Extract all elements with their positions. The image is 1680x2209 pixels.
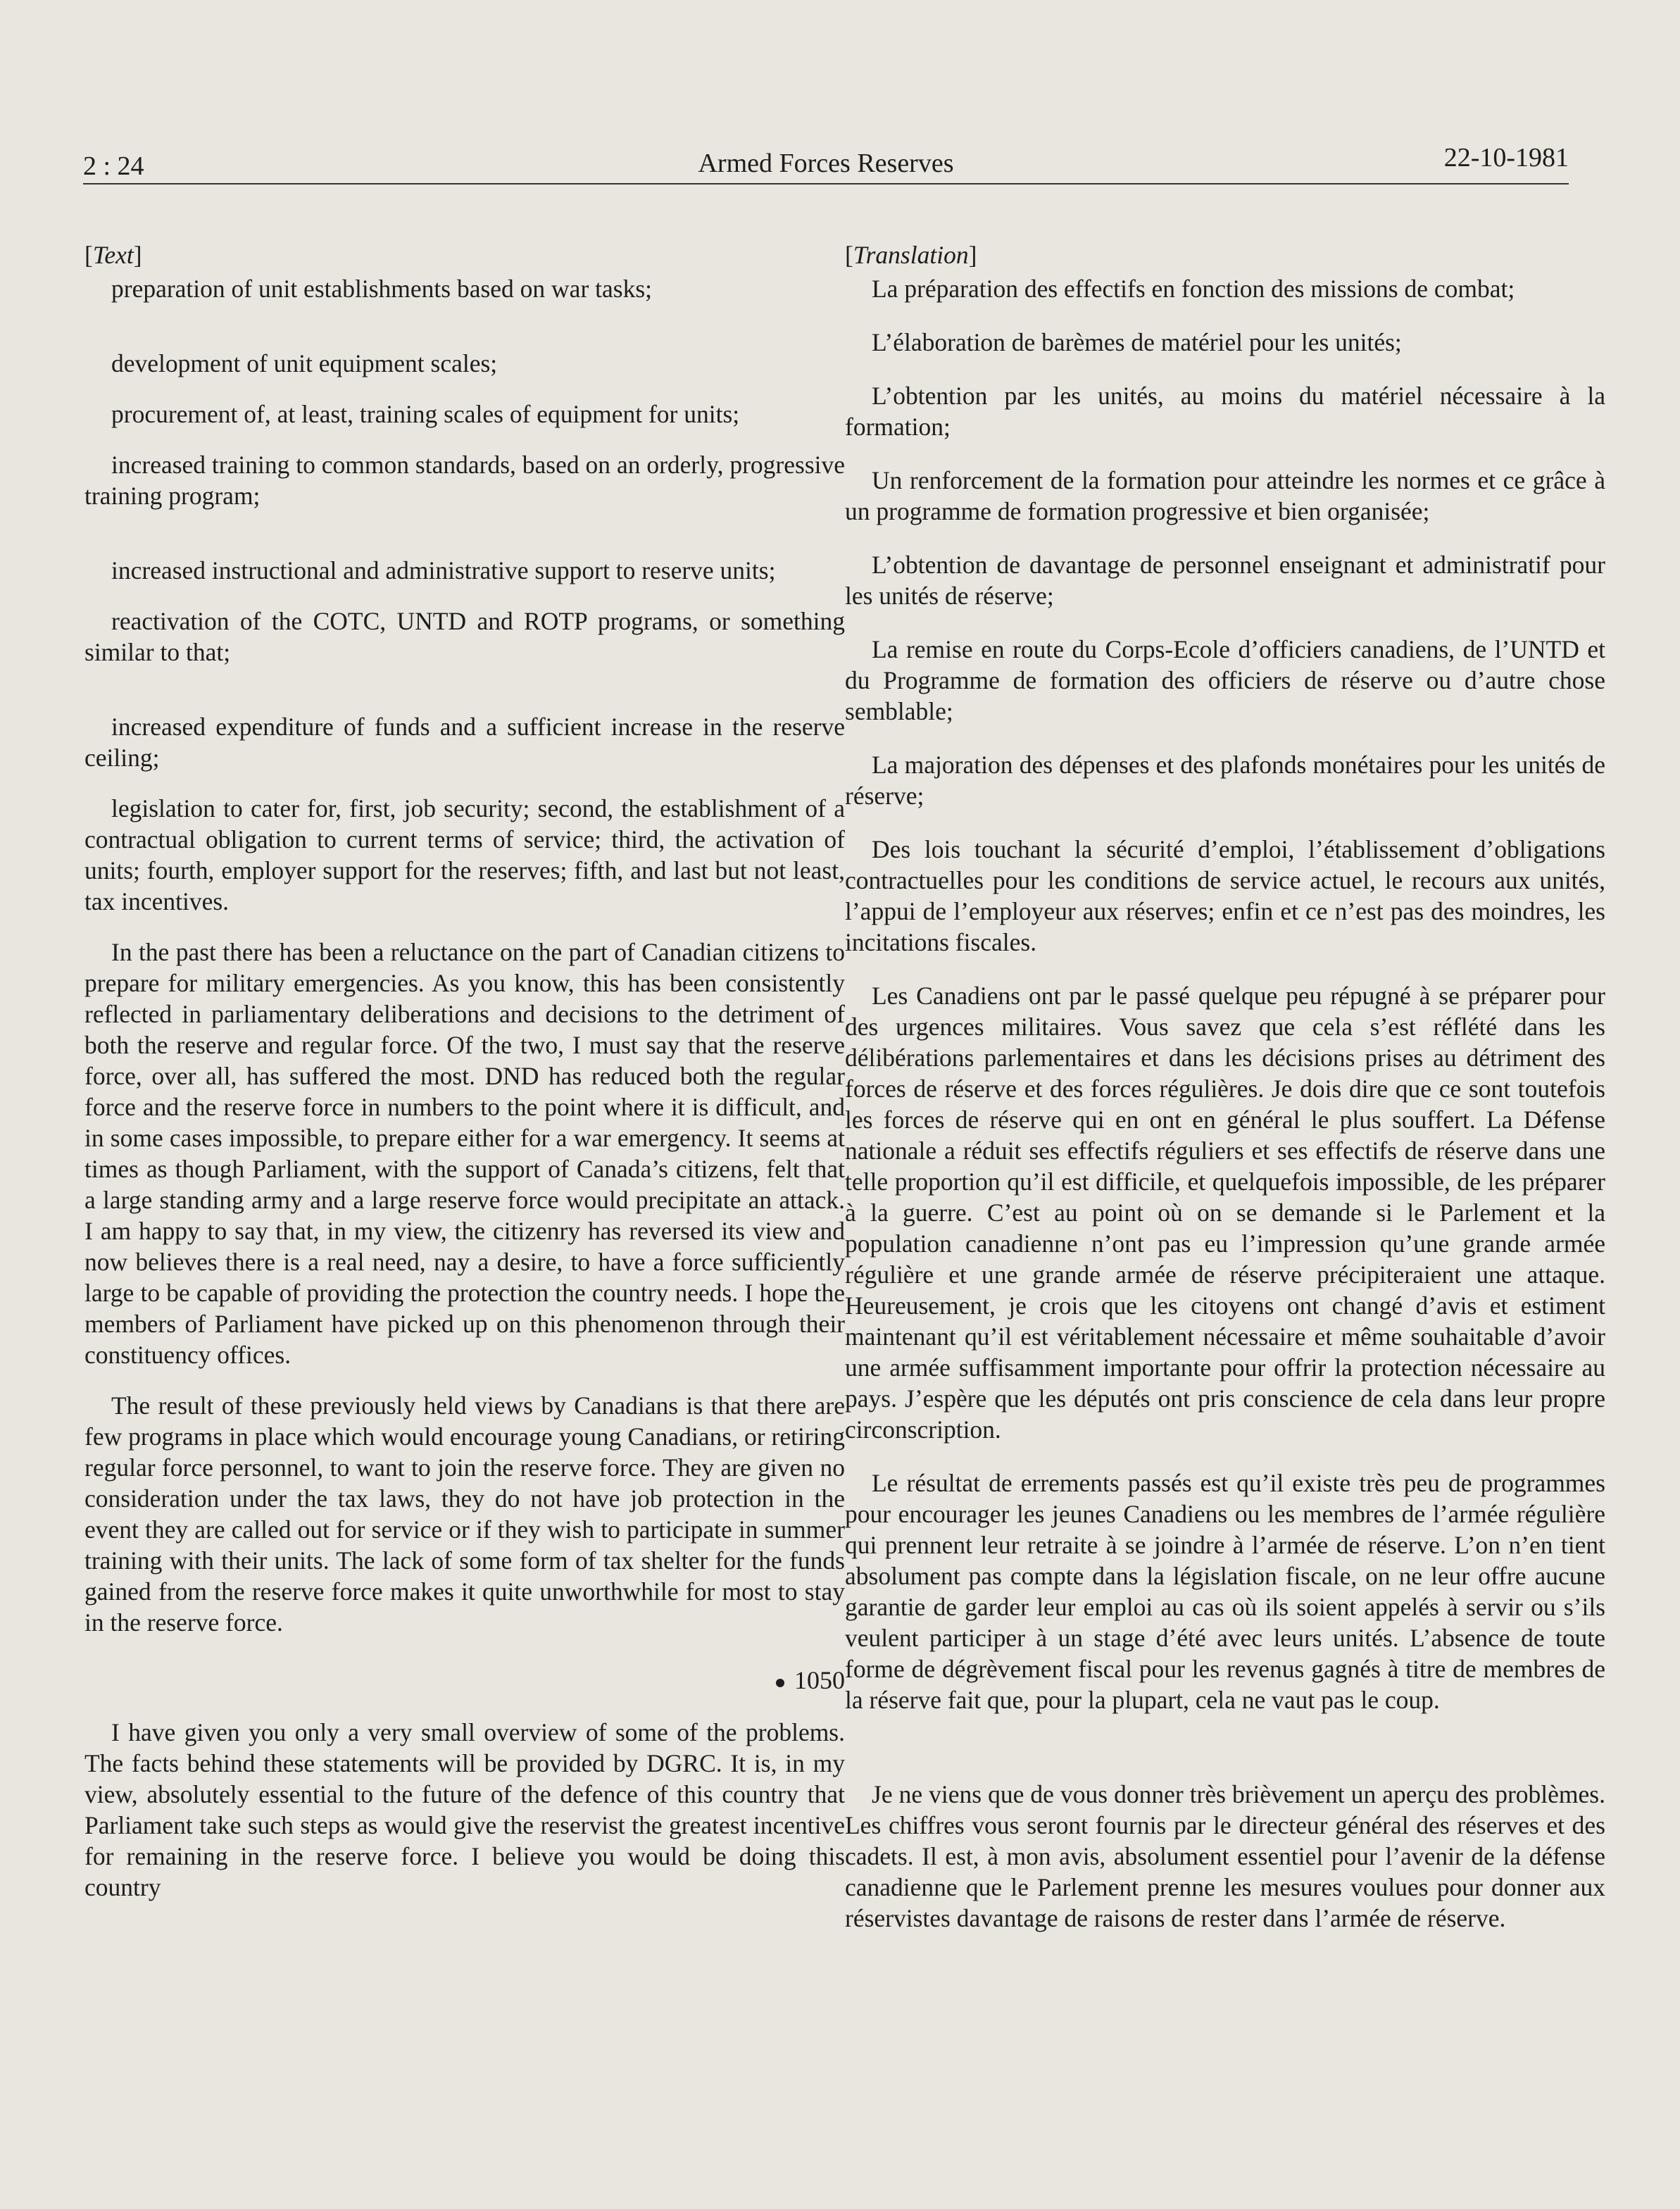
body-paragraph: Je ne viens que de vous donner très brièvement un aperçu des problèmes. Les chiffres vous seront fournis par le directeur général des réserves et des cadets. Il est, à mon avis, absolument essentiel pour l’avenir de la défense canadienne que le Parlement prenne les mesures voulues pour donner aux réservistes davantage de raisons de rester dans l’armée de réserve. <box>845 1780 1605 1932</box>
bullet-icon <box>776 1679 784 1687</box>
list-item: L’élaboration de barèmes de matériel pour les unités; <box>872 328 1402 356</box>
page-header <box>83 141 1569 184</box>
list-item: La préparation des effectifs en fonction des missions de combat; <box>872 275 1515 303</box>
column-label-translation: [Translation] <box>845 241 977 269</box>
column-label-text: [Text] <box>84 241 142 269</box>
list-item: L’obtention par les unités, au moins du matériel nécessaire à la formation; <box>845 382 1605 441</box>
list-item: procurement of, at least, training scales of equipment for units; <box>111 400 740 428</box>
body-paragraph: I have given you only a very small overview of some of the problems. The facts behind these statements will be provided by DGRC. It is, in my view, absolutely essential to the future of the defence of this country that Parliament take such steps as would give the reservist the greatest incentive for remaining in the reserve force. I believe you would be doing this country <box>84 1718 845 1901</box>
list-item: Des lois touchant la sécurité d’emploi, l’établissement d’obligations contractuelles pour les conditions de service actuel, le recours aux unités, l’appui de l’employeur aux réserves; enfin et ce n’est pas des moindres, les incitations fiscales. <box>845 835 1605 956</box>
list-item: legislation to cater for, first, job security; second, the establishment of a contractual obligation to current terms of service; third, the activation of units; fourth, employer support for the reserves; fifth, and last but not least, tax incentives. <box>84 794 845 915</box>
list-item: development of unit equipment scales; <box>111 349 498 377</box>
body-paragraph: The result of these previously held views by Canadians is that there are few programs in place which would encourage young Canadians, or retiring regular force personnel, to want to join the reserve force. They are given no consideration under the tax laws, they do not have job protection in the event they are called out for service or if they wish to participate in summer training with their units. The lack of some form of tax shelter for the funds gained from the reserve force makes it quite unworthwhile for most to stay in the reserve force. <box>84 1391 845 1637</box>
header-date: 22-10-1981 <box>1443 143 1569 173</box>
body-paragraph: In the past there has been a reluctance on the part of Canadian citizens to prepare for military emergencies. As you know, this has been consistently reflected in parliamentary deliberations and decisions to the detriment of both the reserve and regular force. Of the two, I must say that the reserve force, over all, has suffered the most. DND has reduced both the regular force and the reserve force in numbers to the point where it is difficult, and in some cases impossible, to prepare either for a war emergency. It seems at times as though Parliament, with the support of Canada’s citizens, felt that a large standing army and a large reserve force would precipitate an attack. I am happy to say that, in my view, the citizenry has reversed its view and now believes there is a real need, nay a desire, to have a force sufficiently large to be capable of providing the protection the country needs. I hope the members of Parliament have picked up on this phenomenon through their constituency offices. <box>84 938 845 1369</box>
list-item: La remise en route du Corps-Ecole d’officiers canadiens, de l’UNTD et du Programme de formation des officiers de réserve ou d’autre chose semblable; <box>845 635 1605 725</box>
list-item: increased training to common standards, based on an orderly, progressive training program; <box>84 451 845 510</box>
french-column <box>845 239 1605 2070</box>
body-paragraph: Les Canadiens ont par le passé quelque peu répugné à se préparer pour des urgences militaires. Vous savez que cela s’est réflété dans les délibérations parlementaires et dans les décisions prises au détriment des forces de réserve et des forces régulières. Je dois dire que ce sont toutefois les forces de réserve qui en ont en général le plus souffert. La Défense nationale a réduit ses effectifs réguliers et ses effectifs de réserve dans une telle proportion qu’il est difficile, et quelquefois impossible, de les préparer à la guerre. C’est au point où on se demande si le Parlement et la population canadienne n’ont pas eu l’impression qu’une grande armée régulière et une grande armée de réserve précipiteraient une attaque. Heureusement, je crois que les citoyens ont changé d’avis et estiment maintenant qu’il est véritablement nécessaire et même souhaitable d’avoir une armée suffisamment importante pour offrir la protection nécessaire au pays. J’espère que les députés ont pris conscience de cela dans leur propre circonscription. <box>845 982 1605 1444</box>
list-item: increased expenditure of funds and a sufficient increase in the reserve ceiling; <box>84 713 845 772</box>
list-item: preparation of unit establishments based on war tasks; <box>111 275 652 303</box>
list-item: increased instructional and administrative support to reserve units; <box>111 556 776 584</box>
page-number: 2 : 24 <box>83 151 144 181</box>
running-title: Armed Forces Reserves <box>698 149 954 178</box>
time-marker: 1050 <box>84 1665 845 1696</box>
list-item: reactivation of the COTC, UNTD and ROTP programs, or something similar to that; <box>84 607 845 666</box>
english-column <box>84 239 845 2070</box>
list-item: Un renforcement de la formation pour atteindre les normes et ce grâce à un programme de formation progressive et bien organisée; <box>845 466 1605 525</box>
list-item: La majoration des dépenses et des plafonds monétaires pour les unités de réserve; <box>845 751 1605 810</box>
list-item: L’obtention de davantage de personnel enseignant et administratif pour les unités de réserve; <box>845 551 1605 610</box>
body-paragraph: Le résultat de errements passés est qu’il existe très peu de programmes pour encourager les jeunes Canadiens ou les membres de l’armée régulière qui prennent leur retraite à se joindre à l’armée de réserve. L’on n’en tient absolument pas compte dans la législation fiscale, on ne leur offre aucune garantie de garder leur emploi au cas où ils soient appelés à servir ou s’ils veulent participer à un stage d’été avec leurs unités. L’absence de toute forme de dégrèvement fiscal pour les revenus gagnés à titre de membres de la réserve fait que, pour la plupart, cela ne vaut pas le coup. <box>845 1469 1605 1714</box>
